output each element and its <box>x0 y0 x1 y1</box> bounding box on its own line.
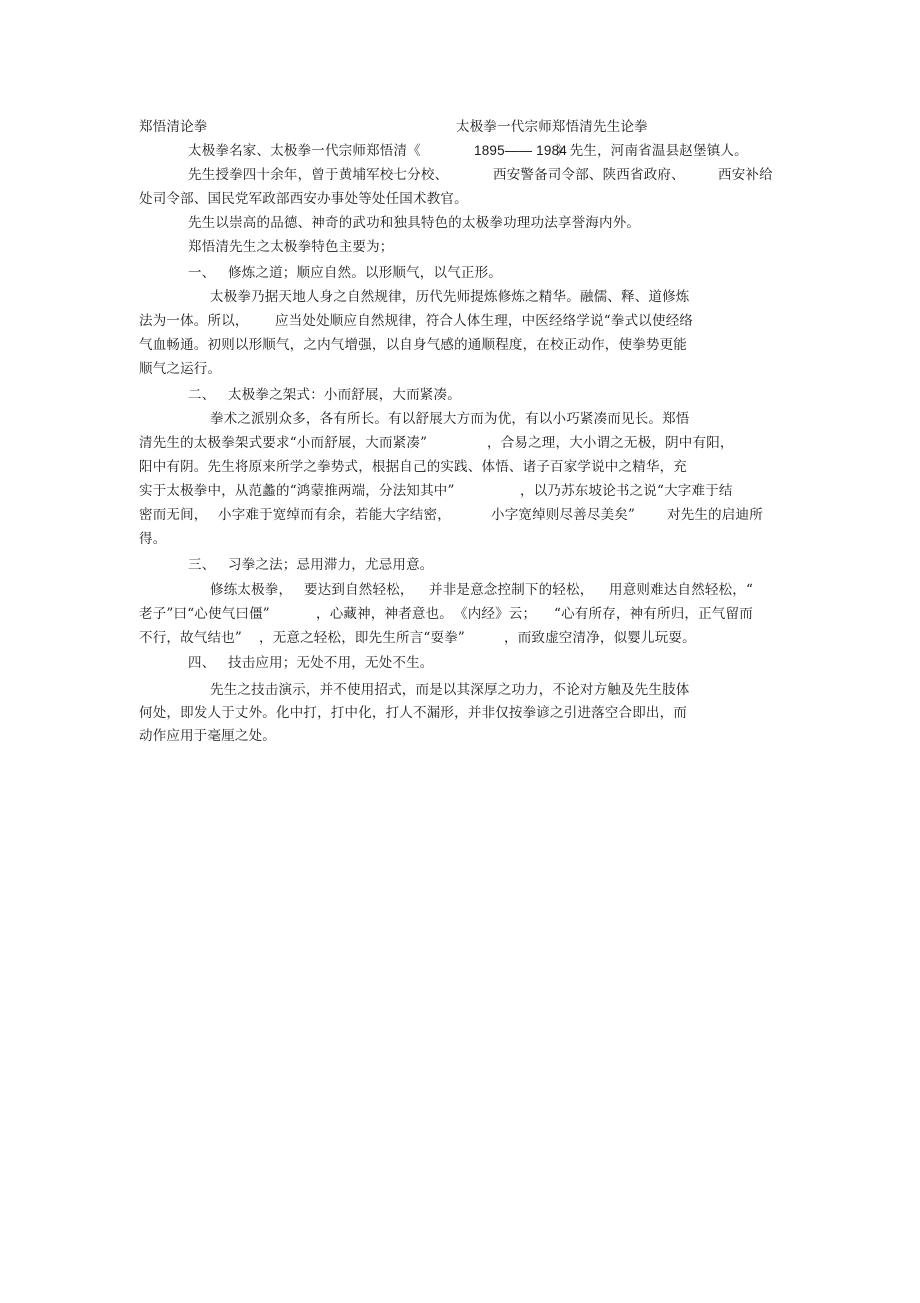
section-2-line-5d: 对先生的启迪所 <box>667 507 763 523</box>
section-2-heading: 太极拳之架式：小而舒展，大而紧凑。 <box>228 387 461 403</box>
section-2-line-2b: ，合易之理，大小谓之无极，阴中有阳， <box>487 435 734 451</box>
section-2-line-3: 阳中有阴。先生将原来所学之拳势式，根据自己的实践、体悟、诸子百家学说中之精华，充 <box>139 459 687 475</box>
section-1-line-2a: 法为一体。所以， <box>139 313 249 329</box>
section-3-line-3a: 不行，故气结也” <box>139 630 243 646</box>
section-3-line-3c: ，而致虚空清净，似婴儿玩耍。 <box>504 630 696 646</box>
section-2-line-5b: 小字难于宽绰而有余，若能大字结密， <box>218 507 451 523</box>
section-2-line-5c: 小字宽绰则尽善尽美矣” <box>491 507 636 523</box>
section-2-line-5a: 密而无间， <box>139 507 208 523</box>
section-1-number: 一、 <box>188 265 216 281</box>
section-1-line-3: 气血畅通。初则以形顺气，之内气增强，以自身气感的通顺程度，在校正动作，使拳势更能 <box>139 337 687 353</box>
section-2-line-6: 得。 <box>139 531 167 547</box>
section-3-line-2d: “心有所存，神有所归，正气留而 <box>554 606 753 622</box>
intro-line-2b: 西安警备司令部、陕西省政府、 <box>493 167 685 183</box>
section-4-line-3: 动作应用于毫厘之处。 <box>139 728 276 744</box>
section-2-line-4a: 实于太极拳中，从范蠡的“鸿蒙推两端，分法知其中” <box>139 483 455 499</box>
section-3-line-1b: 要达到自然轻松， <box>304 582 414 598</box>
header-right-title: 太极拳一代宗师郑悟清先生论拳 <box>456 119 648 135</box>
section-2-line-1: 拳术之派别众多，各有所长。有以舒展大方而为优，有以小巧紧凑而见长。郑悟 <box>210 411 690 427</box>
section-2-number: 二、 <box>188 387 216 403</box>
intro-line-1c: 》先生，河南省温县赵堡镇人。 <box>556 143 748 159</box>
intro-line-2c: 西安补给 <box>718 167 773 183</box>
section-3-heading: 习拳之法；忌用滞力，尤忌用意。 <box>228 557 434 573</box>
section-1-heading: 修炼之道；顺应自然。以形顺气，以气正形。 <box>228 265 502 281</box>
section-3-line-1d: 用意则难达自然轻松，“ <box>609 582 754 598</box>
intro-line-3: 处司令部、国民党军政部西安办事处等处任国术教官。 <box>139 191 468 207</box>
header-left-title: 郑悟清论拳 <box>139 119 208 135</box>
intro-line-2a: 先生授拳四十余年，曾于黄埔军校七分校、 <box>188 167 449 183</box>
intro-line-1-years: 1895—— 1984 <box>474 143 568 158</box>
section-1-line-4: 顺气之运行。 <box>139 361 222 377</box>
section-4-number: 四、 <box>188 655 216 671</box>
section-3-line-2a: 老子”曰“心使气曰僵” <box>139 606 270 622</box>
section-4-line-1: 先生之技击演示，并不使用招式，而是以其深厚之功力，不论对方触及先生肢体 <box>210 682 690 698</box>
intro-line-4: 先生以崇高的品德、神奇的武功和独具特色的太极拳功理功法享誉海内外。 <box>188 215 641 231</box>
section-2-line-4b: ，以乃苏东坡论书之说“大字难于结 <box>520 483 733 499</box>
section-3-line-1c: 并非是意念控制下的轻松， <box>429 582 594 598</box>
section-3-number: 三、 <box>188 557 216 573</box>
section-1-line-2b: 应当处处顺应自然规律，符合人体生理，中医经络学说“拳式以使经络 <box>275 313 694 329</box>
section-4-heading: 技击应用；无处不用，无处不生。 <box>228 655 434 671</box>
section-3-line-1a: 修练太极拳， <box>210 582 293 598</box>
section-1-line-1: 太极拳乃据天地人身之自然规律，历代先师提炼修炼之精华。融儒、释、道修炼 <box>210 289 690 305</box>
section-3-line-2c: 《内经》云； <box>454 606 537 622</box>
section-3-line-3b: ，无意之轻松，即先生所言“耍拳” <box>259 630 466 646</box>
intro-line-1a: 太极拳名家、太极拳一代宗师郑悟清《 <box>188 143 421 159</box>
section-2-line-2a: 清先生的太极拳架式要求“小而舒展，大而紧凑” <box>139 435 428 451</box>
section-4-line-2: 何处，即发人于丈外。化中打，打中化，打人不漏形，并非仅按拳谚之引进落空合即出，而 <box>139 705 687 721</box>
section-3-line-2b: ，心藏神，神者意也。 <box>316 606 453 622</box>
intro-line-5: 郑悟清先生之太极拳特色主要为； <box>188 239 394 255</box>
